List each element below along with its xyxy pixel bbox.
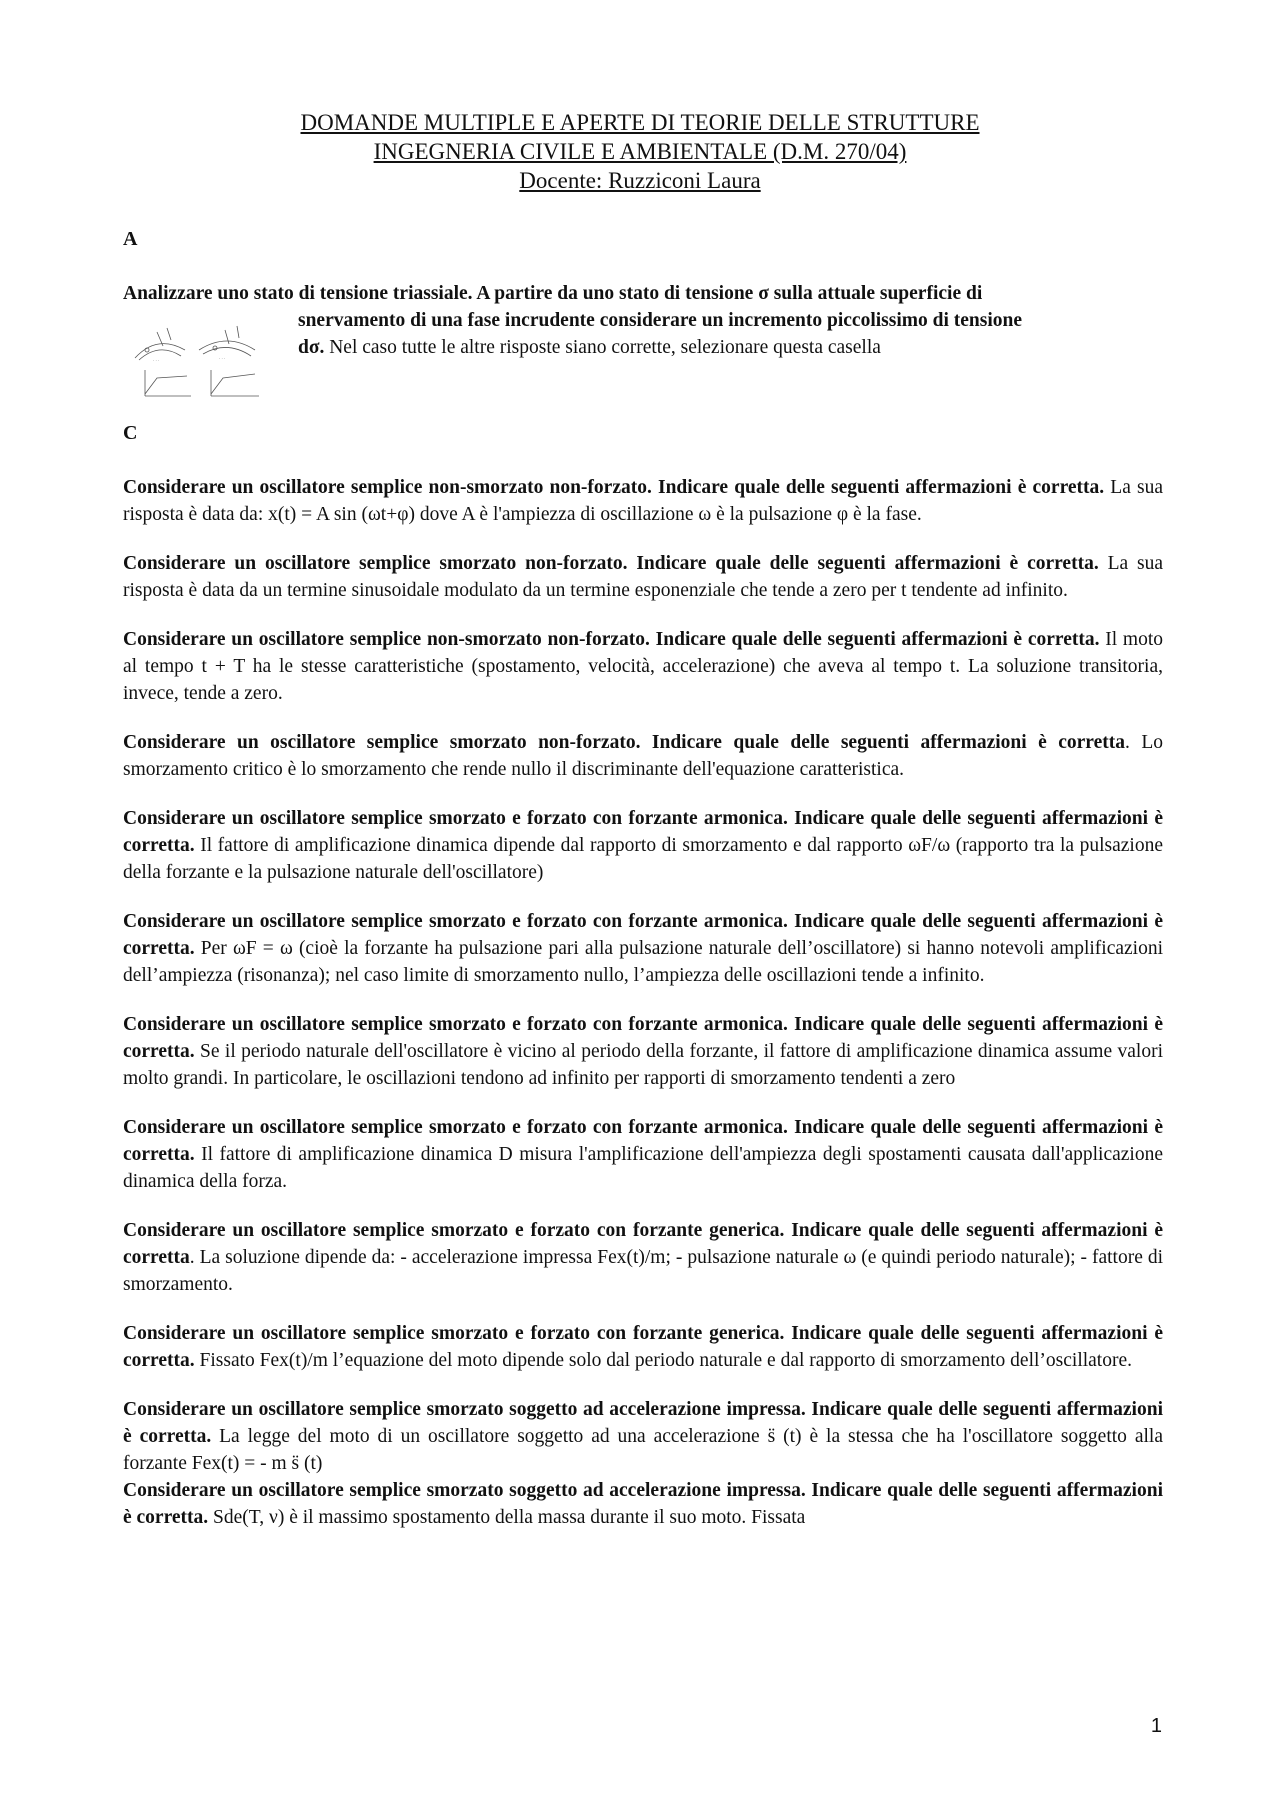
section-letter-a: A <box>123 228 138 250</box>
answer-c8-text: Il fattore di amplificazione dinamica D misura l'amplificazione dell'ampiezza degli spostamenti causata dall'applicazione dinamica della forza. <box>123 1144 1163 1192</box>
question-c11 <box>123 1396 1163 1477</box>
question-c1 <box>123 474 1163 528</box>
answer-c11-text: La legge del moto di un oscillatore soggetto ad una accelerazione s̈ (t) è la stessa che ha l'oscillatore soggetto alla forzante Fex(t) = - m s̈ (t) <box>123 1426 1163 1474</box>
answer-c4-text: . Lo smorzamento critico è lo smorzamento che rende nullo il discriminante dell'equazione caratteristica. <box>123 732 1163 780</box>
header-teacher: Docente: Ruzziconi Laura <box>519 168 761 193</box>
question-c4 <box>123 729 1163 783</box>
answer-c12-text: Sde(T, ν) è il massimo spostamento della massa durante il suo moto. Fissata <box>208 1507 806 1528</box>
svg-text:· · ·: · · · <box>153 358 160 363</box>
document-header <box>0 108 1280 195</box>
question-a1-line2: snervamento di una fase incrudente considerare un incremento piccolissimo di tensione <box>298 310 1023 331</box>
answer-c2-text: La sua risposta è data da un termine sinusoidale modulato da un termine esponenziale che tende a zero per t tendente ad infinito. <box>123 553 1163 601</box>
header-course: INGEGNERIA CIVILE E AMBIENTALE (D.M. 270/04) <box>373 139 907 164</box>
answer-c6-text: Per ωF = ω (cioè la forzante ha pulsazione pari alla pulsazione naturale dell’oscillatore) si hanno notevoli amplificazioni dell’ampiezza (risonanza); nel caso limite di smorzamento nullo, l’ampiezza delle oscillazioni tende a infinito. <box>123 938 1163 986</box>
question-c8 <box>123 1114 1163 1195</box>
question-c10-text: Considerare un oscillatore semplice smorzato e forzato con forzante generica. Indicare quale delle seguenti affermazioni è corretta. <box>123 1323 1163 1371</box>
section-letter-c: C <box>123 422 138 444</box>
question-c11-text: Considerare un oscillatore semplice smorzato soggetto ad accelerazione impressa. Indicare quale delle seguenti affermazioni è corretta. <box>123 1399 1163 1447</box>
question-c6-text: Considerare un oscillatore semplice smorzato e forzato con forzante armonica. Indicare quale delle seguenti affermazioni è corretta. <box>123 911 1163 959</box>
question-c12-text: Considerare un oscillatore semplice smorzato soggetto ad accelerazione impressa. Indicare quale delle seguenti affermazioni è corretta. <box>123 1480 1163 1528</box>
question-c1-text: Considerare un oscillatore semplice non-smorzato non-forzato. Indicare quale delle seguenti affermazioni è corretta. <box>123 477 1105 498</box>
answer-c7-text: Se il periodo naturale dell'oscillatore è vicino al periodo della forzante, il fattore di amplificazione dinamica assume valori molto grandi. In particolare, le oscillazioni tendono ad infinito per rapporti di smorzamento tendenti a zero <box>123 1041 1163 1089</box>
question-c5-text: Considerare un oscillatore semplice smorzato e forzato con forzante armonica. Indicare quale delle seguenti affermazioni è corretta. <box>123 808 1163 856</box>
question-c5 <box>123 805 1163 886</box>
question-c2-text: Considerare un oscillatore semplice smorzato non-forzato. Indicare quale delle seguenti affermazioni è corretta. <box>123 553 1099 574</box>
answer-a1: Nel caso tutte le altre risposte siano corrette, selezionare questa casella <box>324 337 881 358</box>
answer-c9-text: . La soluzione dipende da: - accelerazione impressa Fex(t)/m; - pulsazione naturale ω (e quindi periodo naturale); - fattore di smorzamento. <box>123 1247 1163 1295</box>
question-c4-text: Considerare un oscillatore semplice smorzato non-forzato. Indicare quale delle seguenti affermazioni è corretta <box>123 732 1125 753</box>
question-c6 <box>123 908 1163 989</box>
question-c3 <box>123 626 1163 707</box>
question-a1-line1: Analizzare uno stato di tensione triassiale. A partire da uno stato di tensione σ sulla attuale superficie di <box>123 283 983 304</box>
svg-text:· · ·: · · · <box>219 356 226 361</box>
question-block-a1 <box>123 280 1163 420</box>
question-c8-text: Considerare un oscillatore semplice smorzato e forzato con forzante armonica. Indicare quale delle seguenti affermazioni è corretta. <box>123 1117 1163 1165</box>
document-content <box>123 226 1163 1531</box>
question-a1-line3: dσ. <box>298 337 325 358</box>
stress-diagram-thumbnail <box>127 320 267 400</box>
header-title: DOMANDE MULTIPLE E APERTE DI TEORIE DELLE STRUTTURE <box>300 110 980 135</box>
question-c9 <box>123 1217 1163 1298</box>
answer-c5-text: Il fattore di amplificazione dinamica dipende dal rapporto di smorzamento e dal rapporto ωF/ω (rapporto tra la pulsazione della forzante e la pulsazione naturale dell'oscillatore) <box>123 835 1163 883</box>
answer-c1-text: La sua risposta è data da: x(t) = A sin (ωt+φ) dove A è l'ampiezza di oscillazione ω è la pulsazione φ è la fase. <box>123 477 1164 525</box>
answer-c3-text: Il moto al tempo t + T ha le stesse caratteristiche (spostamento, velocità, accelerazione) che aveva al tempo t. La soluzione transitoria, invece, tende a zero. <box>123 629 1164 704</box>
question-c3-text: Considerare un oscillatore semplice non-smorzato non-forzato. Indicare quale delle seguenti affermazioni è corretta. <box>123 629 1100 650</box>
question-c9-text: Considerare un oscillatore semplice smorzato e forzato con forzante generica. Indicare quale delle seguenti affermazioni è corretta <box>123 1220 1163 1268</box>
question-c7-text: Considerare un oscillatore semplice smorzato e forzato con forzante armonica. Indicare quale delle seguenti affermazioni è corretta. <box>123 1014 1163 1062</box>
question-c10 <box>123 1320 1163 1374</box>
question-c7 <box>123 1011 1163 1092</box>
answer-c10-text: Fissato Fex(t)/m l’equazione del moto dipende solo dal periodo naturale e dal rapporto di smorzamento dell’oscillatore. <box>194 1350 1133 1371</box>
question-c2 <box>123 550 1163 604</box>
page-number: 1 <box>1150 1715 1162 1737</box>
question-c12 <box>123 1477 1163 1531</box>
